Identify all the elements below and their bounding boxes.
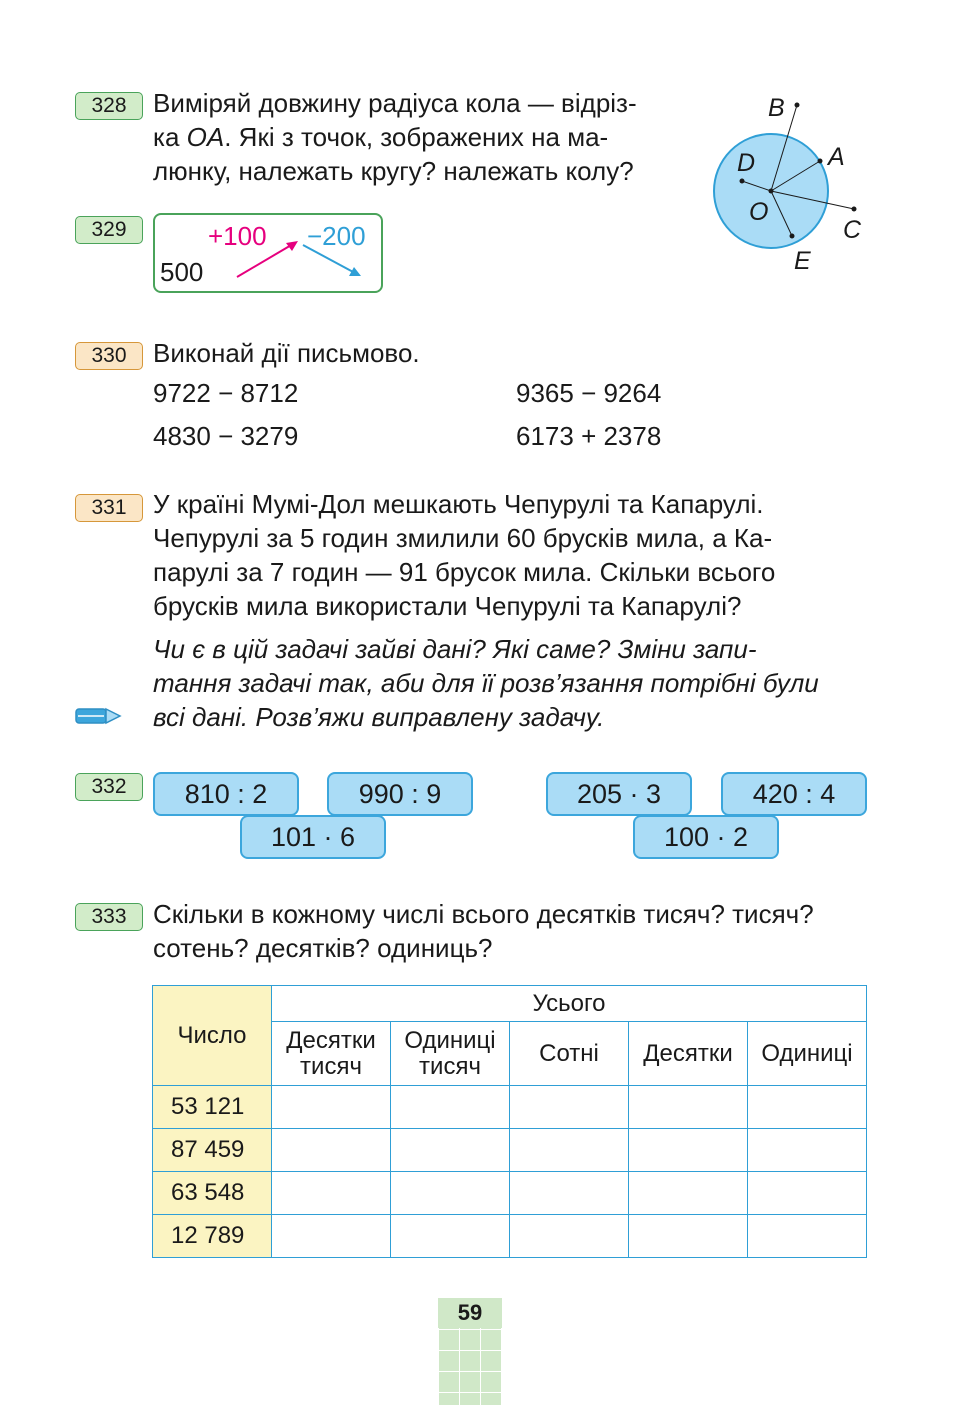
header-tens: Десятки [629,1022,748,1086]
answer-cell[interactable] [510,1215,629,1258]
answer-cell[interactable] [748,1215,867,1258]
label-e: E [794,247,811,275]
expression-card: 101 · 6 [240,815,386,859]
arrow-add [237,244,293,277]
answer-cell[interactable] [272,1215,391,1258]
table-row [153,1086,867,1129]
answer-cell[interactable] [748,1129,867,1172]
text-line: брусків мила використали Чепурулі та Капарулі? [153,591,742,621]
header-line: тисяч [300,1052,362,1080]
answer-cell[interactable] [629,1129,748,1172]
text-line: Виміряй довжину радіуса кола — відріз- [153,88,637,118]
task-331-text [153,487,866,623]
answer-cell[interactable] [629,1215,748,1258]
label-d: D [737,149,756,177]
page-number: 59 [438,1298,502,1328]
answer-cell[interactable] [391,1129,510,1172]
answer-cell[interactable] [391,1215,510,1258]
label-o: O [749,198,769,226]
task-number-badge: 328 [75,92,143,120]
expression-card: 205 · 3 [546,772,692,816]
digits-table [152,985,867,1258]
text-line: парулі за 7 годин — 91 брусок мила. Скільки всього [153,557,776,587]
chain-arrows [155,215,381,291]
label-a: A [828,143,845,171]
answer-cell[interactable] [748,1086,867,1129]
answer-cell[interactable] [748,1172,867,1215]
answer-cell[interactable] [629,1086,748,1129]
point-a [818,159,823,164]
expression-card: 420 : 4 [721,772,867,816]
task-number-badge: 332 [75,773,143,801]
point-o [769,189,774,194]
task-number-badge: 329 [75,216,143,244]
text-line: Чи є в цій задачі зайві дані? Які саме? Зміни запи- [153,634,757,664]
task-330-text: Виконай дії письмово. [153,338,420,368]
table-row [153,1129,867,1172]
expression: 6173 + 2378 [516,421,662,451]
arrow-subtract [303,245,355,273]
task-331-extra [153,632,866,734]
expression-card: 990 : 9 [327,772,473,816]
answer-cell[interactable] [510,1129,629,1172]
expression: 9722 − 8712 [153,378,299,408]
number-cell: 53 121 [153,1086,272,1129]
task-number-badge: 333 [75,903,143,931]
chain-start: 500 [160,257,204,287]
task-328-text [153,86,693,188]
answer-cell[interactable] [272,1129,391,1172]
point-e [790,234,795,239]
expression: 4830 − 3279 [153,421,299,451]
answer-cell[interactable] [272,1172,391,1215]
text-fragment: ка [153,122,187,152]
header-number: Число [153,986,272,1086]
text-line: Чепурулі за 5 годин змилили 60 брусків мила, а Ка- [153,523,773,553]
pencil-icon [75,704,123,728]
label-c: C [843,216,862,244]
header-line: тисяч [419,1052,481,1080]
header-thousands [391,1022,510,1086]
point-b [795,103,800,108]
answer-cell[interactable] [391,1172,510,1215]
text-line: Скільки в кожному числі всього десятків тисяч? тисяч? [153,899,814,929]
header-line: Десятки [286,1026,376,1054]
header-total: Усього [272,986,867,1022]
number-cell: 63 548 [153,1172,272,1215]
chain-op-subtract: −200 [307,221,366,251]
table-row [153,1172,867,1215]
number-cell: 87 459 [153,1129,272,1172]
answer-cell[interactable] [272,1086,391,1129]
task-number-badge: 330 [75,342,143,370]
answer-cell[interactable] [391,1086,510,1129]
point-d [740,179,745,184]
circle-figure [700,85,875,280]
text-line [153,120,693,154]
text-line: тання задачі так, аби для її розв’язання потрібні були [153,668,819,698]
answer-cell[interactable] [510,1172,629,1215]
text-line: У країні Мумі-Дол мешкають Чепурулі та Капарулі. [153,489,764,519]
expression-card: 810 : 2 [153,772,299,816]
page-number-tab [438,1298,502,1405]
chain-box [153,213,383,293]
header-line: Одиниці [404,1026,496,1054]
task-333-text [153,897,873,965]
text-fragment: . Які з точок, зображених на ма- [224,122,609,152]
label-b: B [768,94,785,122]
header-hundreds: Сотні [510,1022,629,1086]
text-line: сотень? десятків? одиниць? [153,933,493,963]
segment-label: OA [186,122,225,152]
expression-card: 100 · 2 [633,815,779,859]
answer-cell[interactable] [629,1172,748,1215]
point-c [852,207,857,212]
chain-op-add: +100 [208,221,267,251]
header-ten-thousands [272,1022,391,1086]
expression: 9365 − 9264 [516,378,662,408]
answer-cell[interactable] [510,1086,629,1129]
text-line: люнку, належать кругу? належать колу? [153,156,634,186]
task-number-badge: 331 [75,494,143,522]
number-cell: 12 789 [153,1215,272,1258]
text-line: всі дані. Розв’яжи виправлену задачу. [153,702,605,732]
header-units: Одиниці [748,1022,867,1086]
table-row [153,1215,867,1258]
